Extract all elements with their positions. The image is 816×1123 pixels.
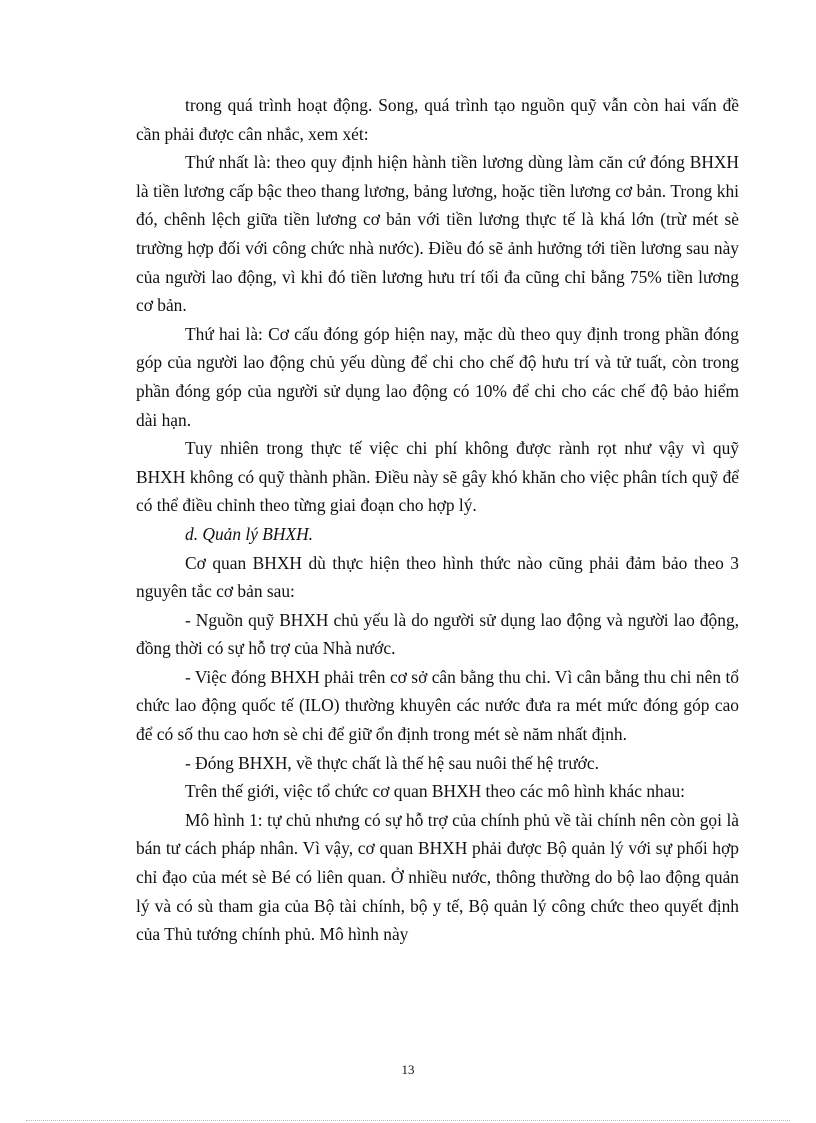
body-text [136, 91, 739, 949]
paragraph-in-practice: Tuy nhiên trong thực tế việc chi phí không được rành rọt như vậy vì quỹ BHXH không có quỹ thành phần. Điều này sẽ gây khó khăn cho việc phân tích quỹ để có thể điều chỉnh theo từng giai đoạn cho hợp lý. [136, 438, 739, 516]
paragraph-models-intro: Trên thế giới, việc tổ chức cơ quan BHXH theo các mô hình khác nhau: [185, 781, 685, 802]
section-heading: d. Quản lý BHXH. [185, 523, 313, 544]
paragraph-model-1: Mô hình 1: tự chủ nhưng có sự hỗ trợ của chính phủ về tài chính nên còn gọi là bán tư cách pháp nhân. Vì vậy, cơ quan BHXH phải được Bộ quản lý với sự phối hợp chỉ đạo của mét sè Bé có liên quan. Ở nhiều nước, thông thường do bộ lao động quản lý và có sù tham gia của Bộ tài chính, bộ y tế, Bộ quản lý công chức theo quyết định của Thủ tướng chính phủ. Mô hình này [136, 809, 739, 945]
paragraph-continuation: trong quá trình hoạt động. Song, quá trình tạo nguồn quỹ vẫn còn hai vấn đề cần phải được cân nhắc, xem xét: [136, 95, 739, 144]
page-number: 13 [401, 1062, 415, 1077]
principle-item-2: - Việc đóng BHXH phải trên cơ sở cân bằng thu chi. Vì cân bằng thu chi nên tổ chức lao động quốc tế (ILO) thường khuyên các nước đưa ra mét mức đóng góp cao để có số thu cao hơn sè chi để giữ ổn định trong mét sè năm nhất định. [136, 666, 739, 745]
principle-item-3: - Đóng BHXH, về thực chất là thế hệ sau nuôi thế hệ trước. [185, 752, 599, 773]
paragraph-first-issue: Thứ nhất là: theo quy định hiện hành tiền lương dùng làm căn cứ đóng BHXH là tiền lương cấp bậc theo thang lương, bảng lương, hoặc tiền lương cơ bản. Trong khi đó, chênh lệch giữa tiền lương cơ bản với tiền lương thực tế là khá lớn (trừ mét sè trường hợp đối với công chức nhà nước). Điều đó sẽ ảnh hưởng tới tiền lương sau này của người lao động, vì khi đó tiền lương hưu trí tối đa cũng chỉ bằng 75% tiền lương cơ bản. [136, 152, 739, 316]
paragraph-second-issue: Thứ hai là: Cơ cấu đóng góp hiện nay, mặc dù theo quy định trong phần đóng góp của người lao động chủ yếu dùng để chi cho chế độ hưu trí và tử tuất, còn trong phần đóng góp của người sử dụng lao động có 10% để chi cho các chế độ bảo hiểm dài hạn. [136, 323, 739, 430]
paragraph-principles-intro: Cơ quan BHXH dù thực hiện theo hình thức nào cũng phải đảm bảo theo 3 nguyên tắc cơ bản sau: [136, 552, 739, 602]
principle-item-1: - Nguồn quỹ BHXH chủ yếu là do người sử dụng lao động và người lao động, đồng thời có sự hỗ trợ của Nhà nước. [136, 609, 739, 659]
page-bottom-divider [26, 1120, 790, 1121]
